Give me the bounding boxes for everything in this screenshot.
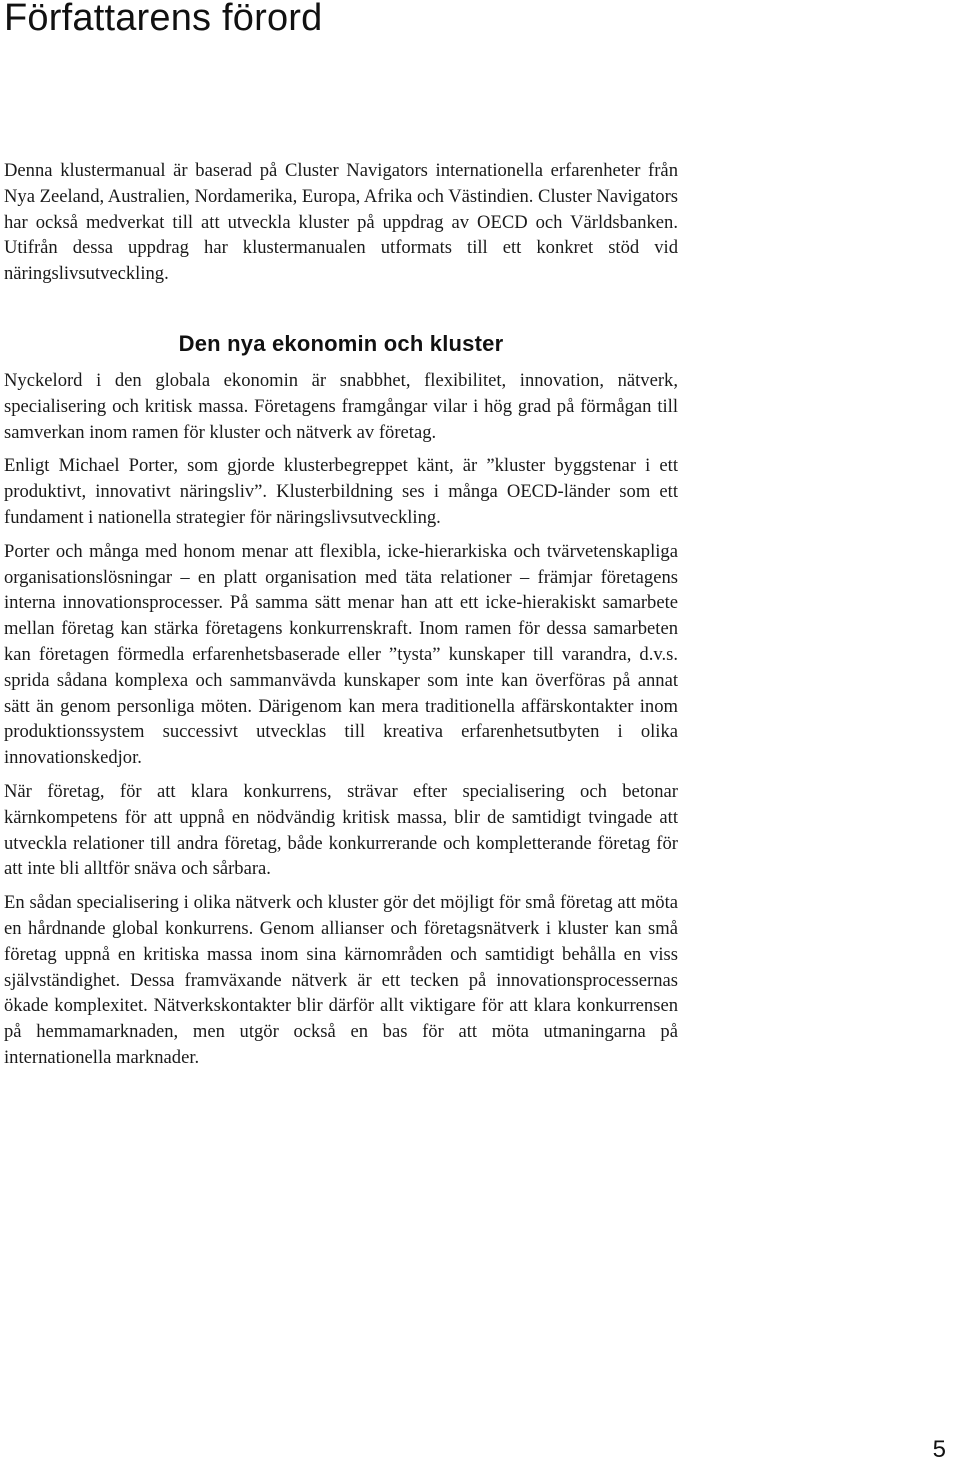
document-body — [4, 158, 678, 1071]
body-paragraph: När företag, för att klara konkurrens, strävar efter specialisering och betonar kärnkompetens för att uppnå en nödvändig kritisk massa, blir de samtidigt tvingade att utveckla relationer till andra företag, både konkurrerande och kompletterande företag för att inte bli alltför snäva och sårbara. — [4, 780, 678, 880]
section-heading: Den nya ekonomin och kluster — [178, 330, 504, 356]
body-paragraph: Enligt Michael Porter, som gjorde klusterbegreppet känt, är ”kluster byggstenar i ett produktivt, innovativt näringsliv”. Klusterbildning ses i många OECD-länder som ett fundament i nationella strategier för näringslivsutveckling. — [4, 455, 678, 528]
body-paragraph: En sådan specialisering i olika nätverk och kluster gör det möjligt för små företag att möta en hårdnande global konkurrens. Genom allianser och företagsnätverk i kluster kan små företag uppnå en kritiska massa inom sina kärnområden och samtidigt behålla en viss självständighet. Dessa framväxande nätverk är ett tecken på innovationsprocessernas ökade komplexitet. Nätverkskontakter blir därför allt viktigare för att klara konkurrensen på hemmamarknaden, men utgör också en bas för att möta utmaningarna på internationella marknader. — [4, 892, 678, 1068]
body-paragraph: Nyckelord i den globala ekonomin är snabbhet, flexibilitet, innovation, nätverk, specialisering och kritisk massa. Företagens framgångar vilar i hög grad på förmågan till samverkan inom ramen för kluster och nätverk av företag. — [4, 369, 678, 443]
page-number: 5 — [932, 1436, 946, 1463]
page-title: Författarens förord — [4, 0, 323, 39]
body-paragraph: Porter och många med honom menar att flexibla, icke-hierarkiska och tvärvetenskapliga organisationslösningar – en platt organisation med täta relationer – främjar företagens interna innovationsprocesser. På samma sätt menar han att ett icke-hierakiskt samarbete mellan företag kan stärka företagens konkurrenskraft. Inom ramen för dessa samarbeten kan företagen förmedla erfarenhetsbaserade eller ”tysta” kunskaper till varandra, d.v.s. sprida sådana komplexa och sammanvävda kunskaper som inte kan överföras på annat sätt än genom personliga möten. Därigenom kan mera traditionella affärskontakter inom produktionssystem successivt utvecklas till kreativa erfarenhetsutbyten i olika innovationskedjor. — [4, 540, 678, 769]
intro-paragraph: Denna klustermanual är baserad på Cluster Navigators internationella erfarenheter från Nya Zeeland, Australien, Nordamerika, Europa, Afrika och Västindien. Cluster Navigators har också medverkat till att utveckla kluster på uppdrag av OECD och Världsbanken. Utifrån dessa uppdrag har klustermanualen utformats till ett konkret stöd vid näringslivsutveckling. — [4, 160, 679, 285]
